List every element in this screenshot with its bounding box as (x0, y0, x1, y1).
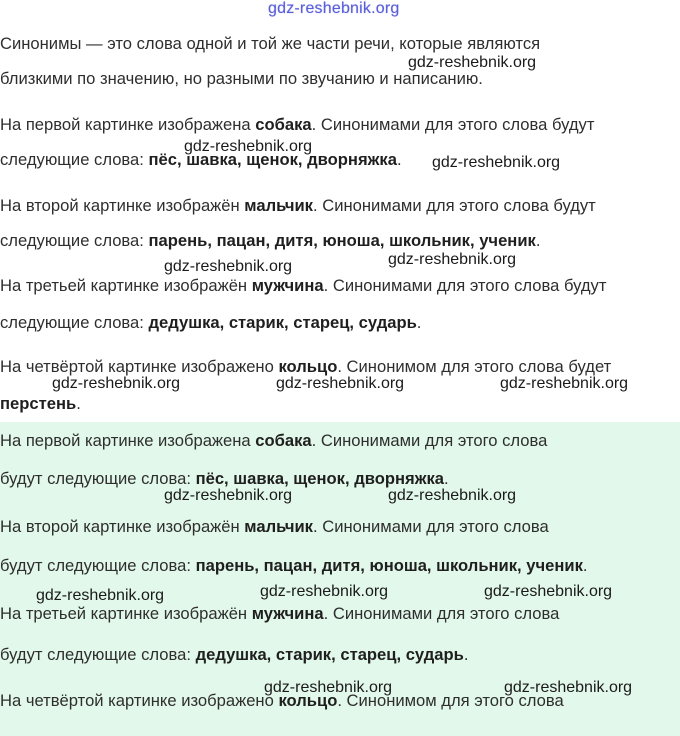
watermark: gdz-reshebnik.org (164, 487, 293, 504)
watermark: gdz-reshebnik.org (500, 375, 629, 392)
upper-p3-line-1: На третьей картинке изображён мужчина. Синонимами для этого слова будут (0, 276, 607, 295)
lower-p2-line-1: На второй картинке изображён мальчик. Синонимами для этого слова (0, 517, 549, 536)
lower-p4-line-1: На четвёртой картинке изображено кольцо. Синонимом для этого слова (0, 691, 564, 710)
keyword: мальчик (244, 517, 313, 536)
keyword: собака (255, 431, 312, 450)
lower-p2-line-2: будут следующие слова: парень, пацан, дитя, юноша, школьник, ученик. (0, 556, 588, 575)
keyword: кольцо (278, 691, 338, 710)
keyword: кольцо (278, 357, 338, 376)
keyword: мальчик (244, 196, 313, 215)
synonyms: пёс, шавка, щенок, дворняжка (195, 469, 444, 488)
synonyms: дедушка, старик, старец, сударь (148, 313, 417, 332)
site-title: gdz-reshebnik.org (268, 0, 400, 17)
watermark: gdz-reshebnik.org (484, 583, 613, 600)
upper-p4-line-2: перстень. (0, 394, 81, 413)
watermark: gdz-reshebnik.org (276, 375, 405, 392)
upper-p3-line-2: следующие слова: дедушка, старик, старец, сударь. (0, 313, 422, 332)
watermark: gdz-reshebnik.org (52, 375, 181, 392)
keyword: собака (255, 115, 312, 134)
synonyms: дедушка, старик, старец, сударь (195, 645, 464, 664)
upper-p2-line-1: На второй картинке изображён мальчик. Синонимами для этого слова будут (0, 196, 596, 215)
lower-p3-line-2: будут следующие слова: дедушка, старик, старец, сударь. (0, 645, 469, 664)
watermark: gdz-reshebnik.org (264, 679, 393, 696)
synonyms: парень, пацан, дитя, юноша, школьник, ученик (148, 231, 536, 250)
intro-line-1: Синонимы — это слова одной и той же части речи, которые являются (0, 34, 541, 53)
watermark: gdz-reshebnik.org (260, 583, 389, 600)
watermark: gdz-reshebnik.org (184, 138, 313, 155)
keyword: мужчина (251, 276, 324, 295)
upper-p2-line-2: следующие слова: парень, пацан, дитя, юноша, школьник, ученик. (0, 231, 541, 250)
upper-p1-line-1: На первой картинке изображена собака. Синонимами для этого слова будут (0, 115, 595, 134)
watermark: gdz-reshebnik.org (504, 679, 633, 696)
intro-line-2: близкими по значению, но разными по звучанию и написанию. (0, 69, 483, 88)
watermark: gdz-reshebnik.org (408, 54, 537, 71)
synonyms: перстень (0, 394, 77, 413)
watermark: gdz-reshebnik.org (36, 587, 165, 604)
upper-p4-line-1: На четвёртой картинке изображено кольцо. Синонимом для этого слова будет (0, 357, 612, 376)
upper-p1-line-2: следующие слова: пёс, шавка, щенок, дворняжка. (0, 150, 402, 169)
synonyms: пёс, шавка, щенок, дворняжка (148, 150, 397, 169)
keyword: мужчина (251, 604, 324, 623)
lower-p1-line-1: На первой картинке изображена собака. Синонимами для этого слова (0, 431, 548, 450)
lower-p3-line-1: На третьей картинке изображён мужчина. Синонимами для этого слова (0, 604, 560, 623)
watermark: gdz-reshebnik.org (388, 487, 517, 504)
watermark: gdz-reshebnik.org (432, 154, 561, 171)
watermark: gdz-reshebnik.org (164, 258, 293, 275)
watermark: gdz-reshebnik.org (388, 251, 517, 268)
synonyms: парень, пацан, дитя, юноша, школьник, ученик (195, 556, 583, 575)
lower-p1-line-2: будут следующие слова: пёс, шавка, щенок, дворняжка. (0, 469, 449, 488)
